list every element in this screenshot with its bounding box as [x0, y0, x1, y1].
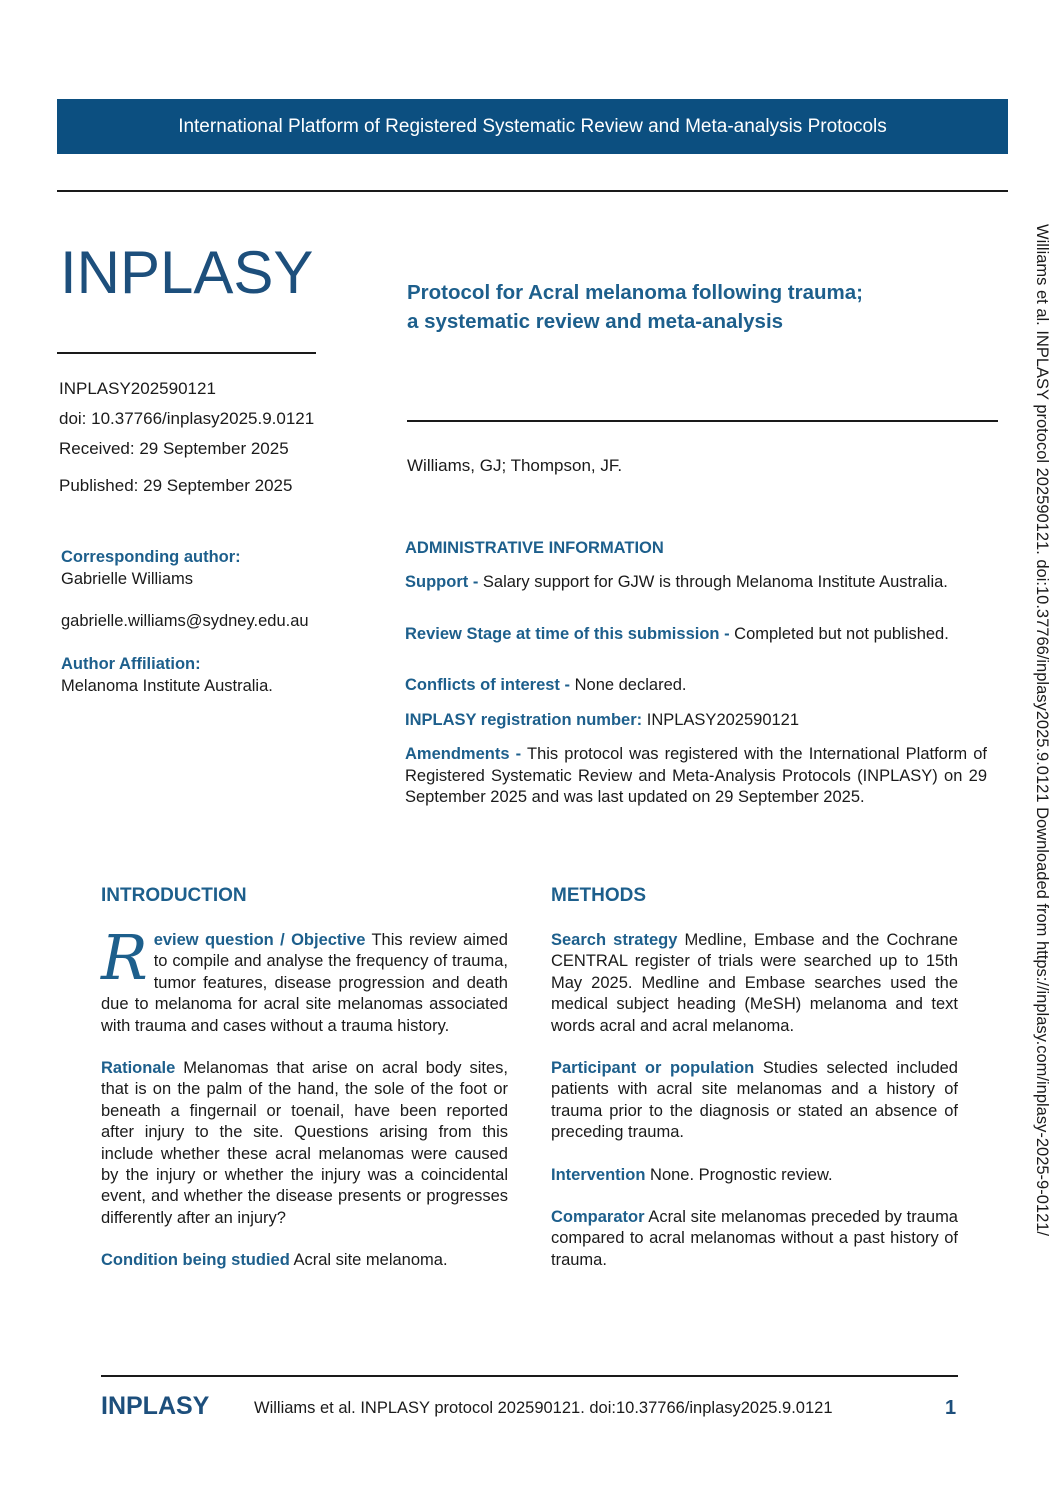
search-text: Medline, Embase and the Cochrane CENTRAL register of trials were searched up to 15th May 2025. Medline and Embase searches used the medical subject heading (MeSH) melanoma and text words acral and acral melanoma.: [551, 931, 958, 1035]
support-label: Support -: [405, 573, 479, 591]
admin-heading: ADMINISTRATIVE INFORMATION: [405, 539, 664, 557]
conflicts-label: Conflicts of interest -: [405, 676, 571, 694]
title-line-1: Protocol for Acral melanoma following trauma;: [407, 281, 863, 304]
rationale-label: Rationale: [101, 1059, 176, 1078]
footer-citation: Williams et al. INPLASY protocol 202590121. doi:10.37766/inplasy2025.9.0121: [254, 1399, 833, 1417]
footer-divider: [101, 1375, 958, 1377]
header-banner: [57, 99, 1008, 154]
corresponding-author-name: Gabrielle Williams: [61, 570, 194, 588]
search-label: Search strategy: [551, 931, 678, 949]
condition-text: Acral site melanoma.: [289, 1251, 448, 1270]
conflicts-text: None declared.: [570, 676, 687, 694]
published-date: Published: 29 September 2025: [59, 476, 293, 495]
inplasy-logo: INPLASY: [60, 239, 314, 306]
registration-text: INPLASY202590121: [642, 711, 800, 729]
introduction-heading: INTRODUCTION: [101, 885, 247, 906]
drop-cap: R: [101, 921, 148, 994]
introduction-column: [101, 921, 508, 1272]
footer-logo: INPLASY: [101, 1392, 210, 1420]
intervention-label: Intervention: [551, 1165, 646, 1184]
title-line-2: a systematic review and meta-analysis: [407, 310, 784, 333]
rationale-text: Melanomas that arise on acral body sites, that is on the palm of the hand, the sole of the foot or beneath a fingernail or toenail, have been reported after injury to the site. Questions arising from this include whether these acral melanomas were caused by the injury or whether the injury was a coincidental event, and whether the disease presents or progresses differently after an injury?: [101, 1059, 508, 1227]
comparator-label: Comparator: [551, 1208, 645, 1227]
corresponding-author-label: Corresponding author:: [61, 548, 241, 566]
logo-divider: [57, 352, 316, 354]
admin-conflicts: [405, 675, 987, 695]
side-note-container: [1024, 224, 1054, 1344]
participant-text: Studies selected included patients with acral site melanomas and a history of trauma prior to the diagnosis or stated an absence of preceding trauma.: [551, 1059, 958, 1142]
condition-paragraph: [101, 1250, 508, 1271]
condition-label: Condition being studied: [101, 1251, 290, 1270]
review-stage-text: Completed but not published.: [729, 625, 949, 643]
comparator-paragraph: [551, 1207, 958, 1271]
participant-label: Participant or population: [551, 1059, 755, 1078]
banner-text: International Platform of Registered Systematic Review and Meta-analysis Protocols: [178, 116, 887, 137]
title-divider: [407, 420, 998, 422]
objective-paragraph: [101, 921, 508, 1037]
participant-paragraph: [551, 1058, 958, 1144]
rationale-paragraph: [101, 1058, 508, 1229]
search-paragraph: [551, 930, 958, 1037]
received-date: Received: 29 September 2025: [59, 439, 289, 458]
methods-column: [551, 930, 958, 1271]
registration-id: INPLASY202590121: [59, 379, 216, 398]
admin-support: [405, 572, 987, 592]
objective-label: eview question / Objective: [153, 931, 366, 949]
admin-review-stage: [405, 624, 987, 644]
doi: doi: 10.37766/inplasy2025.9.0121: [59, 409, 315, 428]
review-stage-label: Review Stage at time of this submission -: [405, 625, 730, 643]
paper-title: [407, 278, 967, 336]
author-affiliation-label: Author Affiliation:: [61, 655, 201, 673]
admin-amendments: [405, 744, 987, 809]
registration-label: INPLASY registration number:: [405, 711, 643, 729]
support-text: Salary support for GJW is through Melanoma Institute Australia.: [478, 573, 948, 591]
objective-text: This review aimed to compile and analyse the frequency of trauma, tumor features, disease progression and death due to melanoma for acral site melanomas associated with trauma and cases without a trauma history.: [101, 931, 508, 1035]
comparator-text: Acral site melanomas preceded by trauma compared to acral melanomas without a past history of trauma.: [551, 1208, 958, 1269]
amendments-text: This protocol was registered with the International Platform of Registered Systematic Review and Meta-Analysis Protocols (INPLASY) on 29 September 2025 and was last updated on 29 September 2025.: [405, 745, 987, 806]
side-note: Williams et al. INPLASY protocol 202590121. doi:10.37766/inplasy2025.9.0121 Downloaded from https://inplasy.com/inplasy-2025-9-0121/: [1033, 224, 1051, 1237]
author-affiliation: Melanoma Institute Australia.: [61, 677, 273, 695]
admin-registration: [405, 710, 987, 730]
amendments-label: Amendments -: [405, 745, 522, 763]
intervention-text: None. Prognostic review.: [645, 1165, 833, 1184]
methods-heading: METHODS: [551, 885, 646, 906]
corresponding-author-email[interactable]: gabrielle.williams@sydney.edu.au: [61, 612, 309, 630]
top-divider: [57, 190, 1008, 192]
intervention-paragraph: [551, 1165, 958, 1186]
authors: Williams, GJ; Thompson, JF.: [407, 456, 623, 475]
page-number: 1: [945, 1397, 957, 1419]
